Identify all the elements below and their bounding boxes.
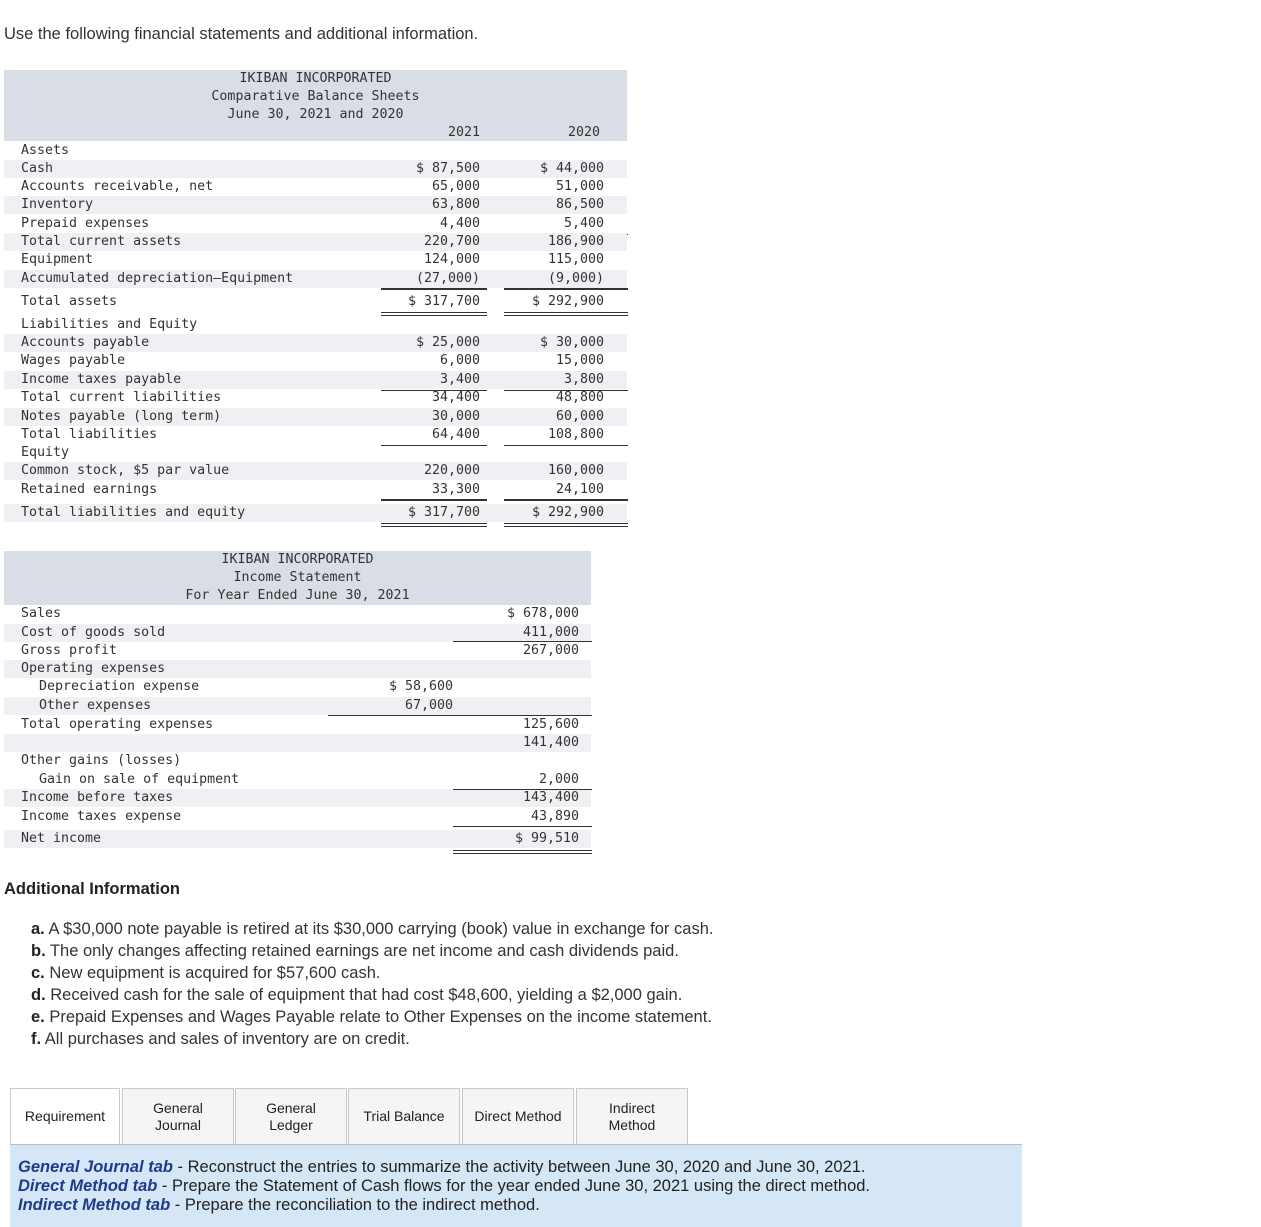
item-letter: f. (31, 1030, 42, 1048)
bs-row-label: Common stock, $5 par value (21, 463, 230, 478)
is-value-outer: 43,890 (530, 809, 579, 824)
is-row (4, 660, 591, 678)
double-underline (504, 523, 628, 527)
underline (381, 288, 487, 289)
bs-row (4, 178, 627, 196)
bs-row (4, 444, 627, 462)
tab-label (266, 1100, 316, 1134)
is-row (4, 697, 591, 715)
bs-value-2021: 63,800 (431, 197, 480, 212)
is-row (4, 830, 591, 848)
bs-row (4, 196, 627, 214)
tab-label-line1: General (266, 1099, 316, 1116)
bs-row-label: Inventory (21, 197, 94, 212)
underline (453, 826, 592, 827)
underline (381, 500, 487, 501)
bs-value-2020: 60,000 (555, 409, 604, 424)
tab-label (363, 1108, 444, 1125)
bs-value-2021: 6,000 (439, 353, 480, 368)
bs-row (4, 334, 627, 352)
bs-value-2020: 15,000 (555, 353, 604, 368)
tab-label (474, 1108, 561, 1125)
bs-value-2020: 24,100 (555, 482, 604, 497)
is-value-outer: 2,000 (538, 772, 579, 787)
bs-row (4, 371, 627, 389)
bs-row-label: Notes payable (long term) (21, 409, 222, 424)
bs-value-2021: $ 317,700 (407, 294, 480, 309)
bs-row-label: Equipment (21, 252, 94, 267)
bs-value-2021: 33,300 (431, 482, 480, 497)
item-letter: d. (31, 986, 46, 1004)
item-text: Received cash for the sale of equipment that had cost $48,600, yielding a $2,000 gain. (50, 986, 683, 1004)
is-value-outer: 267,000 (522, 643, 579, 658)
underline (453, 715, 592, 716)
bs-company-name: IKIBAN INCORPORATED (239, 71, 392, 86)
instruction-direct-method (18, 1177, 1022, 1196)
bs-value-2021: $ 25,000 (415, 335, 480, 350)
bs-col-2021: 2021 (447, 125, 480, 140)
bs-value-2021: 124,000 (423, 252, 480, 267)
bs-row-label: Total current liabilities (21, 390, 222, 405)
bs-value-2021: 3,400 (439, 372, 480, 387)
bs-row (4, 160, 627, 178)
bs-value-2021: (27,000) (415, 271, 480, 286)
is-value-inner: 67,000 (404, 698, 453, 713)
underline (504, 499, 628, 500)
is-value-outer: $ 678,000 (506, 606, 579, 621)
additional-info-item (31, 1008, 712, 1027)
bs-row-label: Accounts receivable, net (21, 179, 214, 194)
instruction-key: Direct Method tab (18, 1177, 158, 1195)
is-row (4, 734, 591, 752)
tab-label-line2: Method (608, 1116, 656, 1133)
bs-row-label: Accounts payable (21, 335, 150, 350)
bs-row (4, 352, 627, 370)
bs-row (4, 215, 627, 233)
is-row-label: Depreciation expense (39, 679, 200, 694)
bs-row-label: Wages payable (21, 353, 126, 368)
item-text: All purchases and sales of inventory are on credit. (44, 1030, 410, 1048)
bs-value-2020: 5,400 (563, 216, 604, 231)
bs-row (4, 251, 627, 269)
bs-value-2021: 4,400 (439, 216, 480, 231)
bs-row (4, 293, 627, 311)
is-row (4, 789, 591, 807)
is-value-outer: 143,400 (522, 790, 579, 805)
bs-value-2020: (9,000) (547, 271, 604, 286)
item-text: New equipment is acquired for $57,600 cash. (49, 964, 381, 982)
item-letter: b. (31, 942, 46, 960)
additional-info-title: Additional Information (4, 880, 180, 898)
underline (504, 500, 628, 501)
is-row-label: Income before taxes (21, 790, 174, 805)
bs-col-2020: 2020 (567, 125, 600, 140)
tab-label (609, 1100, 656, 1134)
bs-value-2020: 160,000 (547, 463, 604, 478)
tab-requirement[interactable] (10, 1088, 120, 1144)
bs-row (4, 389, 627, 407)
is-value-outer: 411,000 (522, 625, 579, 640)
bs-row-label: Total liabilities and equity (21, 505, 246, 520)
bs-value-2021: 34,400 (431, 390, 480, 405)
bs-title: Comparative Balance Sheets (211, 89, 420, 104)
instruction-key: General Journal tab (18, 1158, 173, 1176)
tab-label (153, 1100, 203, 1134)
instruction-text: - Prepare the Statement of Cash flows for the year ended June 30, 2021 using the direct method. (157, 1177, 871, 1195)
underline (328, 715, 454, 716)
additional-info-item (31, 964, 380, 983)
bs-value-2021: 220,700 (423, 234, 480, 249)
bs-value-2020: 51,000 (555, 179, 604, 194)
item-letter: c. (31, 964, 45, 982)
bs-value-2020: 48,800 (555, 390, 604, 405)
bs-row (4, 142, 627, 160)
tab-general-journal[interactable] (122, 1088, 234, 1144)
is-value-inner: $ 58,600 (388, 679, 453, 694)
is-row (4, 716, 591, 734)
underline (381, 499, 487, 500)
bs-value-2020: $ 292,900 (531, 294, 604, 309)
bs-row-label: Total assets (21, 294, 118, 309)
is-row (4, 678, 591, 696)
underline (453, 641, 592, 642)
tab-direct-method[interactable] (462, 1088, 574, 1144)
item-text: Prepaid Expenses and Wages Payable relate to Other Expenses on the income statement. (49, 1008, 712, 1026)
bs-row-label: Accumulated depreciation—Equipment (21, 271, 294, 286)
bs-row-label: Retained earnings (21, 482, 158, 497)
double-underline (381, 523, 487, 527)
bs-value-2021: 64,400 (431, 427, 480, 442)
bs-row-label: Equity (21, 445, 70, 460)
bs-row (4, 270, 627, 288)
bs-row (4, 481, 627, 499)
tab-instructions-panel (10, 1144, 1022, 1227)
bs-value-2021: $ 317,700 (407, 505, 480, 520)
bs-value-2021: 30,000 (431, 409, 480, 424)
is-row-label: Other expenses (39, 698, 152, 713)
is-row-label: Income taxes expense (21, 809, 182, 824)
bs-row-label: Income taxes payable (21, 372, 182, 387)
instruction-indirect-method (18, 1196, 1022, 1215)
additional-info-item (31, 986, 682, 1005)
bs-row (4, 408, 627, 426)
additional-info-item (31, 1030, 410, 1049)
additional-info-item (31, 942, 679, 961)
tab-label-line1: Direct Method (474, 1108, 562, 1124)
is-row (4, 752, 591, 770)
additional-info-item (31, 920, 713, 939)
bs-value-2021: 65,000 (431, 179, 480, 194)
instruction-key: Indirect Method tab (18, 1196, 171, 1214)
double-underline (453, 850, 592, 854)
tab-trial-balance[interactable] (348, 1088, 460, 1144)
item-letter: a. (31, 920, 45, 938)
is-company: IKIBAN INCORPORATED (221, 552, 374, 567)
underline (381, 289, 487, 290)
bs-row (4, 233, 627, 251)
tab-label-line1: General (153, 1099, 203, 1116)
is-row (4, 642, 591, 660)
item-text: A $30,000 note payable is retired at its $30,000 carrying (book) value in exchange for cash. (48, 920, 714, 938)
bs-value-2020: $ 44,000 (539, 161, 604, 176)
is-value-outer: 125,600 (522, 717, 579, 732)
bs-row-label: Cash (21, 161, 54, 176)
is-row-label: Total operating expenses (21, 717, 214, 732)
bs-value-2020: 3,800 (563, 372, 604, 387)
tab-label-line1: Trial Balance (363, 1108, 445, 1124)
is-row-label: Gain on sale of equipment (39, 772, 240, 787)
is-value-outer: 141,400 (522, 735, 579, 750)
bs-value-2021: $ 87,500 (415, 161, 480, 176)
underline (504, 289, 628, 290)
is-row (4, 624, 591, 642)
tab-label-line2: Ledger (269, 1116, 313, 1133)
bs-row (4, 316, 627, 334)
tab-label-line2: Journal (155, 1116, 201, 1133)
bs-row-label: Liabilities and Equity (21, 317, 198, 332)
tab-general-ledger[interactable] (235, 1088, 347, 1144)
instruction-general-journal (18, 1158, 1022, 1177)
bs-row (4, 426, 627, 444)
bs-row (4, 504, 627, 522)
bs-row-label: Total liabilities (21, 427, 158, 442)
bs-value-2021: 220,000 (423, 463, 480, 478)
is-row-label: Operating expenses (21, 661, 166, 676)
is-row-label: Gross profit (21, 643, 118, 658)
is-title: Income Statement (233, 570, 362, 585)
tab-label-line1: Indirect (609, 1099, 655, 1116)
bs-row (4, 462, 627, 480)
tab-indirect-method[interactable] (576, 1088, 688, 1144)
instruction-text: - Reconstruct the entries to summarize the activity between June 30, 2020 and June 30, 2021. (172, 1158, 866, 1176)
is-row (4, 771, 591, 789)
is-date: For Year Ended June 30, 2021 (185, 588, 410, 603)
is-row-label: Cost of goods sold (21, 625, 166, 640)
is-row-label: Other gains (losses) (21, 753, 182, 768)
is-value-outer: $ 99,510 (514, 831, 579, 846)
instruction-text: - Prepare the reconciliation to the indirect method. (170, 1196, 540, 1214)
bs-value-2020: $ 30,000 (539, 335, 604, 350)
bs-row-label: Total current assets (21, 234, 182, 249)
intro-text: Use the following financial statements and additional information. (4, 25, 479, 43)
item-text: The only changes affecting retained earnings are net income and cash dividends paid. (49, 942, 679, 960)
bs-row-label: Prepaid expenses (21, 216, 150, 231)
bs-value-2020: 108,800 (547, 427, 604, 442)
tab-label (25, 1108, 105, 1125)
is-row (4, 808, 591, 826)
bs-value-2020: 186,900 (547, 234, 604, 249)
bs-row-label: Assets (21, 143, 70, 158)
item-letter: e. (31, 1008, 45, 1026)
bs-value-2020: $ 292,900 (531, 505, 604, 520)
bs-date: June 30, 2021 and 2020 (227, 107, 404, 122)
underline (453, 789, 592, 790)
bs-value-2020: 115,000 (547, 252, 604, 267)
is-row-label: Sales (21, 606, 62, 621)
bs-value-2020: 86,500 (555, 197, 604, 212)
is-row (4, 605, 591, 623)
is-row-label: Net income (21, 831, 102, 846)
tab-label-line1: Requirement (24, 1108, 106, 1124)
underline (504, 288, 628, 289)
